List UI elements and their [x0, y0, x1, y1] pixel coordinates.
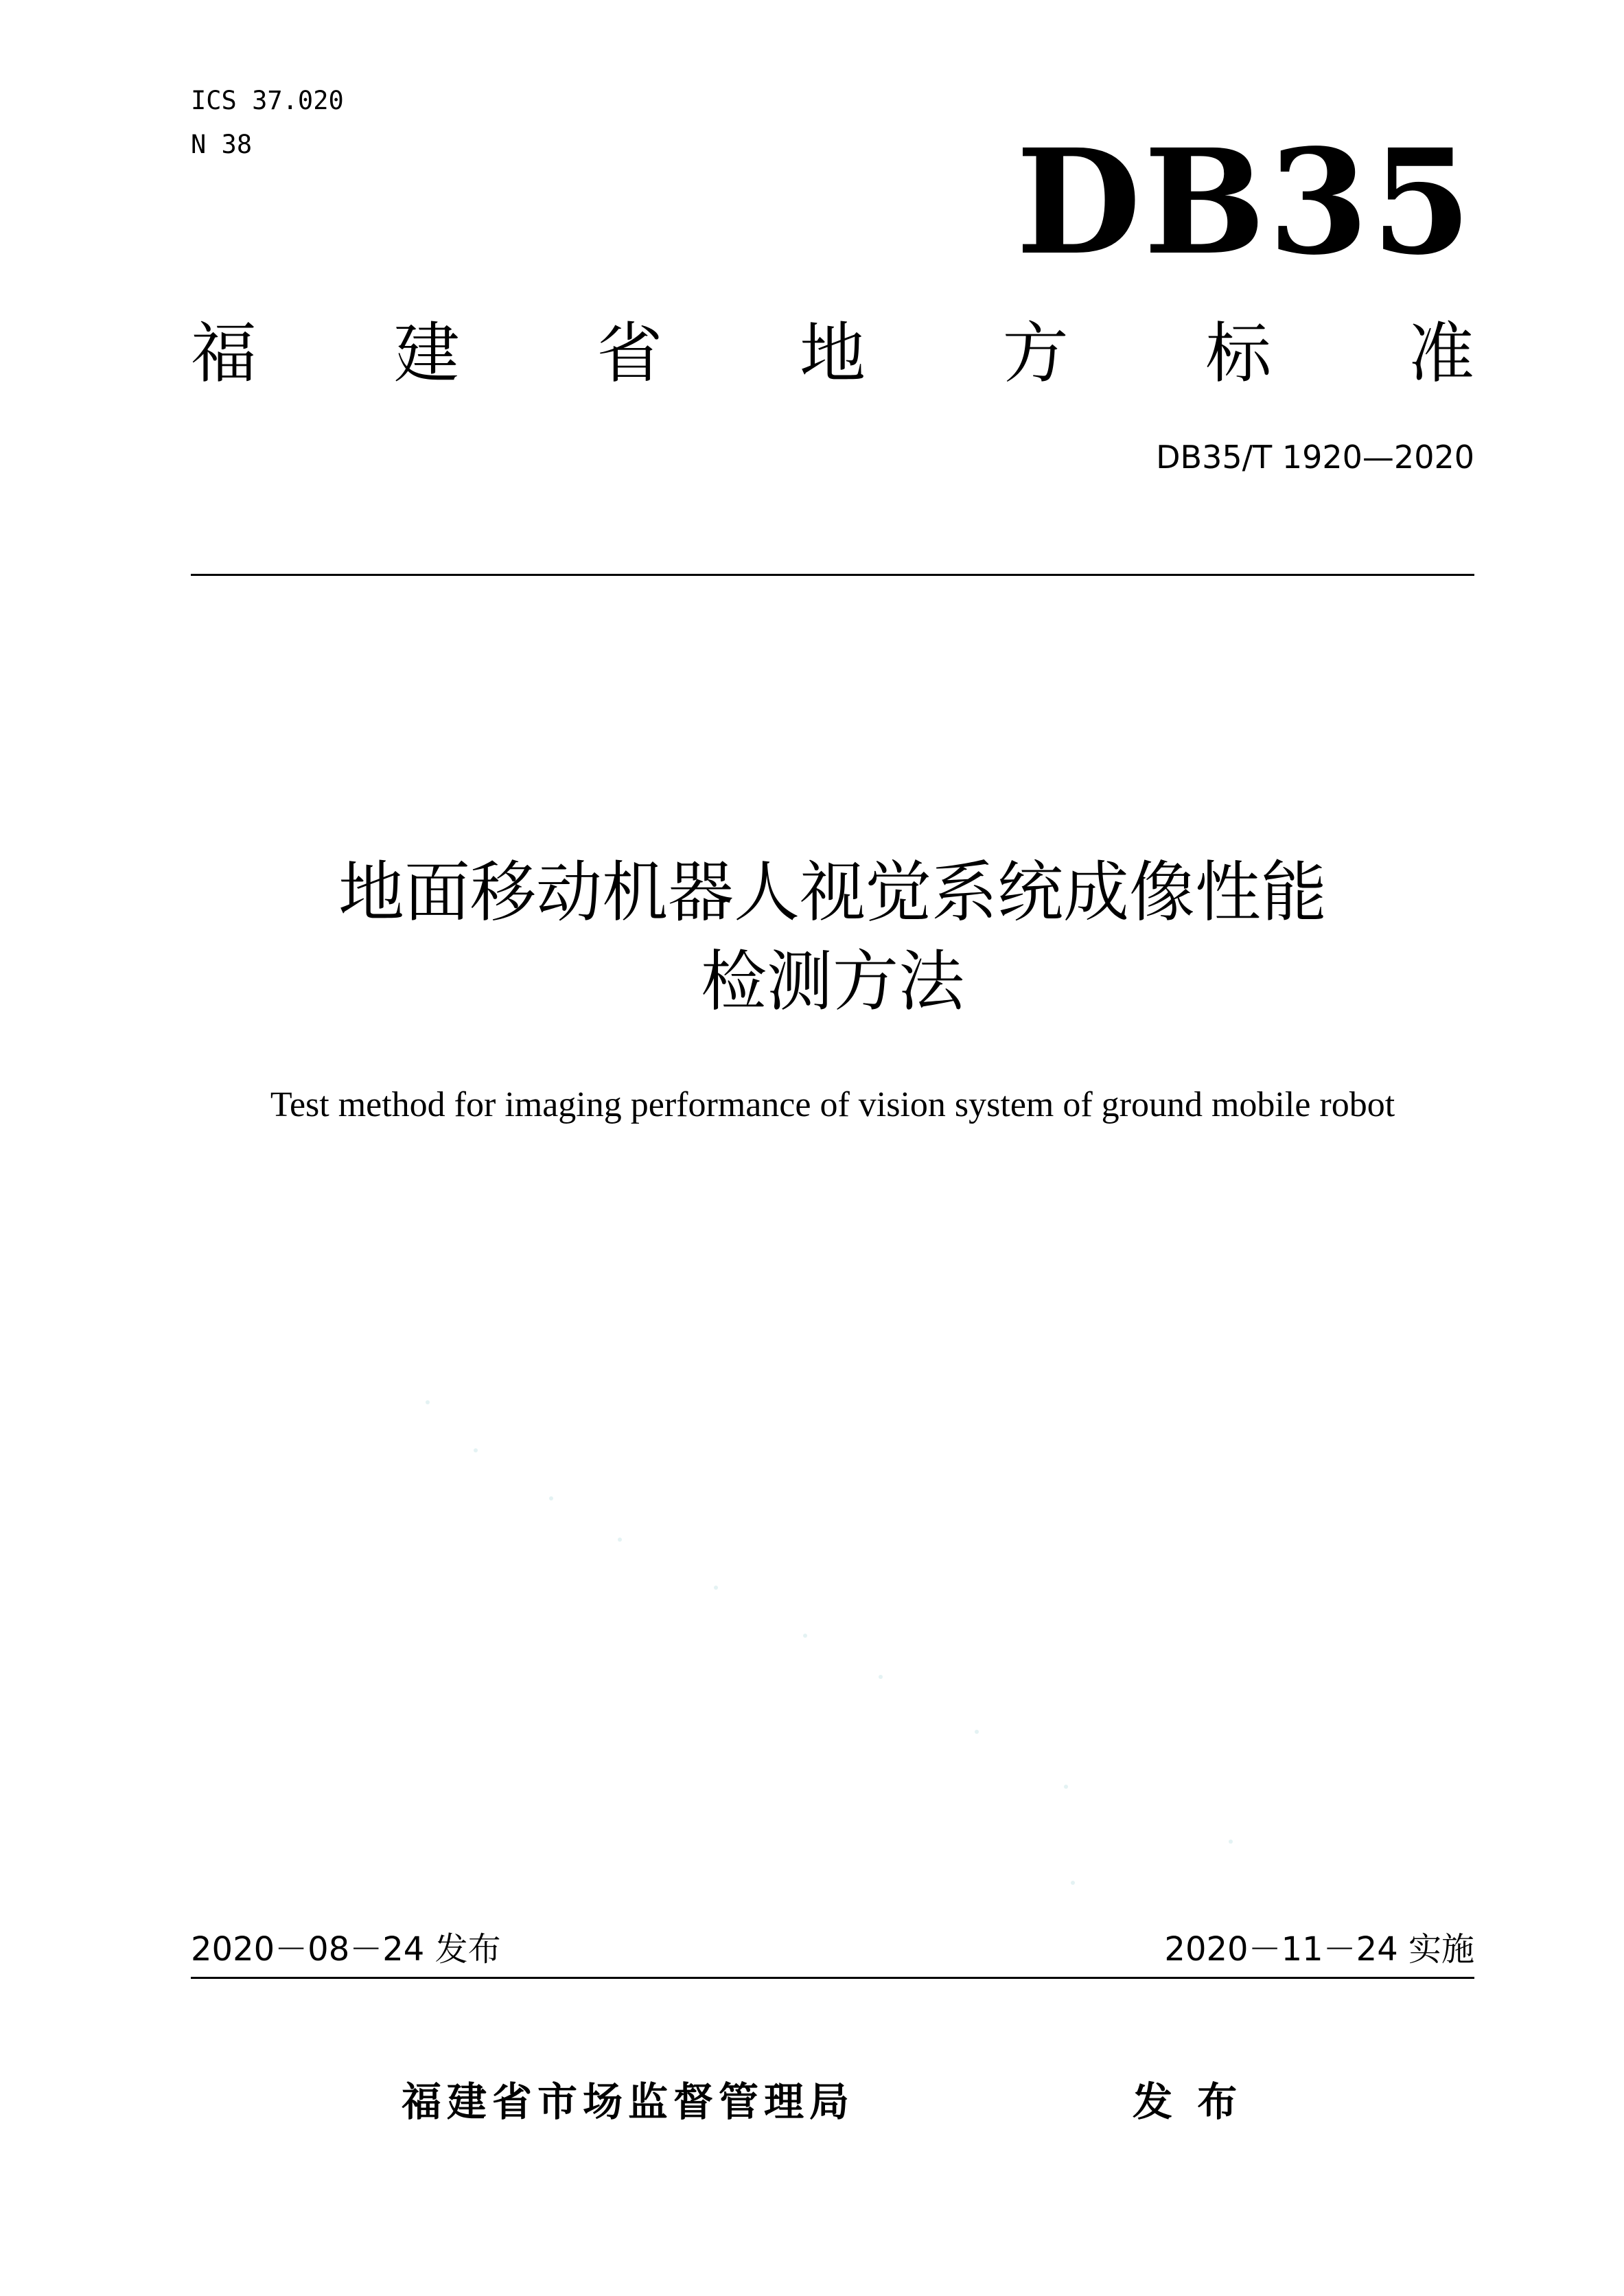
watermark-dot [1229, 1840, 1233, 1844]
category-char: 建 [393, 315, 460, 392]
publisher: 福建省市场监督管理局 [402, 2078, 855, 2125]
watermark-dot [714, 1586, 718, 1590]
watermark-dot [879, 1675, 883, 1679]
implement-date: 2020－11－24 实施 [1164, 1930, 1474, 1969]
watermark-dot [803, 1634, 807, 1638]
watermark-dot [549, 1496, 553, 1500]
category-char: 福 [191, 315, 257, 392]
ics-block [191, 79, 344, 167]
watermark-dot [426, 1400, 430, 1404]
db-logo: DB35 [1016, 117, 1474, 287]
watermark-dot [1064, 1785, 1068, 1789]
issue-date: 2020－08－24 发布 [191, 1930, 501, 1969]
classification-code: N 38 [191, 130, 253, 159]
watermark-dot [975, 1730, 979, 1734]
title-zh-line2: 检测方法 [701, 943, 964, 1020]
title-zh [191, 848, 1474, 1026]
standard-number: DB35/T 1920—2020 [1156, 439, 1474, 476]
category-char: 方 [1002, 315, 1069, 392]
title-en: Test method for imaging performance of vision system of ground mobile robot [270, 1085, 1395, 1124]
ics-code: ICS 37.020 [191, 86, 344, 115]
publish-word: 发 布 [1133, 2078, 1243, 2125]
category-char: 地 [799, 315, 866, 392]
category-char: 准 [1408, 315, 1474, 392]
standard-category [191, 312, 1474, 395]
watermark-dot [618, 1538, 622, 1542]
top-divider [191, 574, 1474, 576]
category-char: 标 [1205, 315, 1272, 392]
bottom-divider [191, 1977, 1474, 1979]
date-row [191, 1927, 1474, 1971]
watermark-dot [474, 1448, 478, 1452]
watermark-dot [1071, 1881, 1075, 1885]
category-char: 省 [596, 315, 663, 392]
title-zh-line1: 地面移动机器人视觉系统成像性能 [338, 854, 1327, 931]
